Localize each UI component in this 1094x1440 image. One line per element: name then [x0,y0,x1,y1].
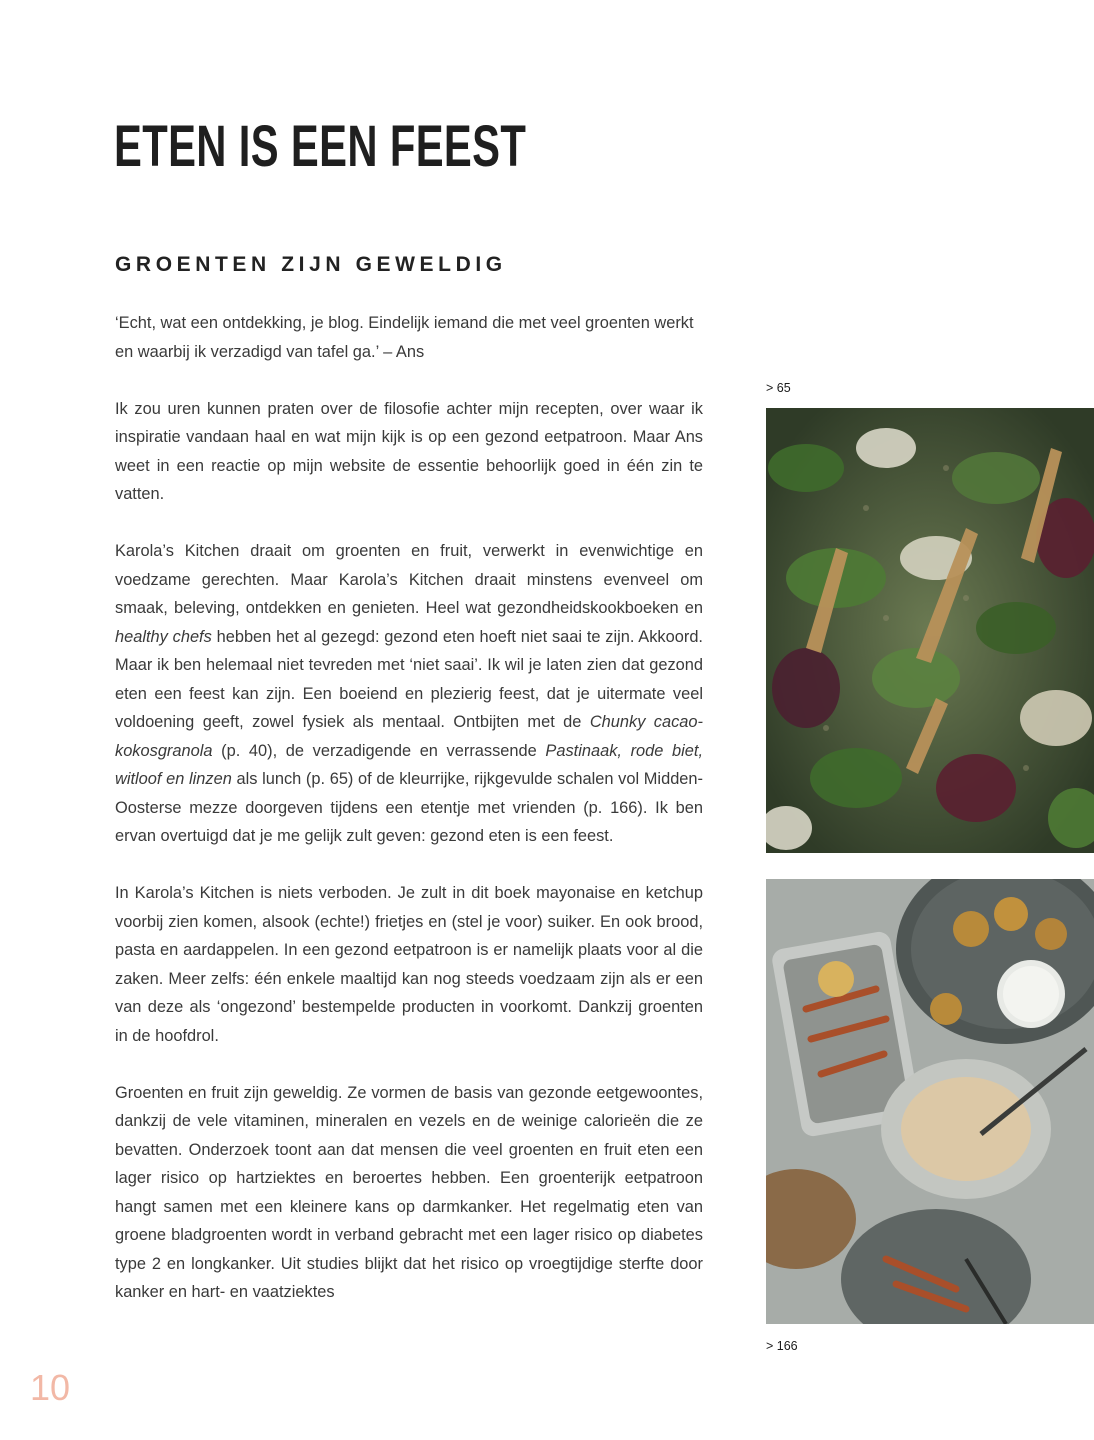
paragraph-2-part-d: als lunch (p. 65) of de kleurrijke, rijkgevulde schalen vol Midden-Oosterse mezze doorgeven tijdens een etentje met vrienden (p. 166). Ik ben ervan overtuigd dat je me gelijk zult geven: gezond eten is een feest. [115,770,703,845]
paragraph-2-part-c: (p. 40), de verzadigende en verrassende [212,741,546,760]
photo-ref-bottom: > 166 [766,1339,798,1353]
paragraph-2-part-b: hebben het al gezegd: gezond eten hoeft niet saai te zijn. Akkoord. Maar ik ben helemaal niet tevreden met ‘niet saai’. Ik wil je laten zien dat gezond eten een feest kan zijn. Een boeiend en plezierig feest, dat je uitermate veel voldoening geeft, zowel fysiek als mentaal. Ontbijten met de [115,627,703,731]
paragraph-2-part-a: Karola’s Kitchen draait om groenten en fruit, verwerkt in evenwichtige en voedzame gerechten. Maar Karola’s Kitchen draait minstens evenveel om smaak, beleving, ontdekken en genieten. Heel wat gezondheidskookboeken en [115,542,703,617]
paragraph-2-em-a: healthy chefs [115,627,212,646]
paragraph-1: Ik zou uren kunnen praten over de filosofie achter mijn recepten, over waar ik inspiratie vandaan haal en wat mijn kijk is op een gezond eetpatroon. Maar Ans weet in een reactie op mijn website de essentie behoorlijk goed in één zin te vatten. [115,399,703,503]
mezze-image [766,879,1094,1324]
salad-photo [766,408,1094,853]
salad-image [766,408,1094,853]
paragraph-3: In Karola’s Kitchen is niets verboden. Je zult in dit boek mayonaise en ketchup voorbij zien komen, alsook (echte!) frietjes en (stel je voor) suiker. En ook brood, pasta en aardappelen. In een gezond eetpatroon is er namelijk plaats voor al die zaken. Meer zelfs: één enkele maaltijd kan nog steeds voedzaam zijn als er een van deze als ‘ongezond’ bestempelde producten in voorkomt. Dankzij groenten in de hoofdrol. [115,884,703,1045]
page-number: 10 [30,1367,71,1408]
mezze-photo [766,879,1094,1324]
paragraph-2 [115,537,703,851]
paragraph-4: Groenten en fruit zijn geweldig. Ze vormen de basis van gezonde eetgewoontes, dankzij de vele vitaminen, mineralen en vezels en de weinige calorieën die ze bevatten. Onderzoek toont aan dat mensen die veel groenten en fruit eten een lager risico op hartziektes en beroertes hebben. Een groenterijk eetpatroon hangt samen met een kleinere kans op darmkanker. Het regelmatig eten van groene bladgroenten wordt in verband gebracht met een lager risico op diabetes type 2 en longkanker. Uit studies blijkt dat het risico op vroegtijdige sterfte door kanker en hart- en vaatziektes [115,1083,703,1301]
page-title: ETEN IS EEN FEEST [114,114,527,179]
paragraph-2-em-c: Pastinaak, rode biet, witloof en linzen [115,741,703,788]
body-text [115,309,703,1307]
quote-paragraph: ‘Echt, wat een ontdekking, je blog. Eindelijk iemand die met veel groenten werkt en waarbij ik verzadigd van tafel ga.’ – Ans [115,314,694,361]
photo-ref-top: > 65 [766,381,791,395]
paragraph-2-em-b: Chunky cacao-kokosgranola [115,713,703,760]
section-subtitle: GROENTEN ZIJN GEWELDIG [115,253,507,276]
